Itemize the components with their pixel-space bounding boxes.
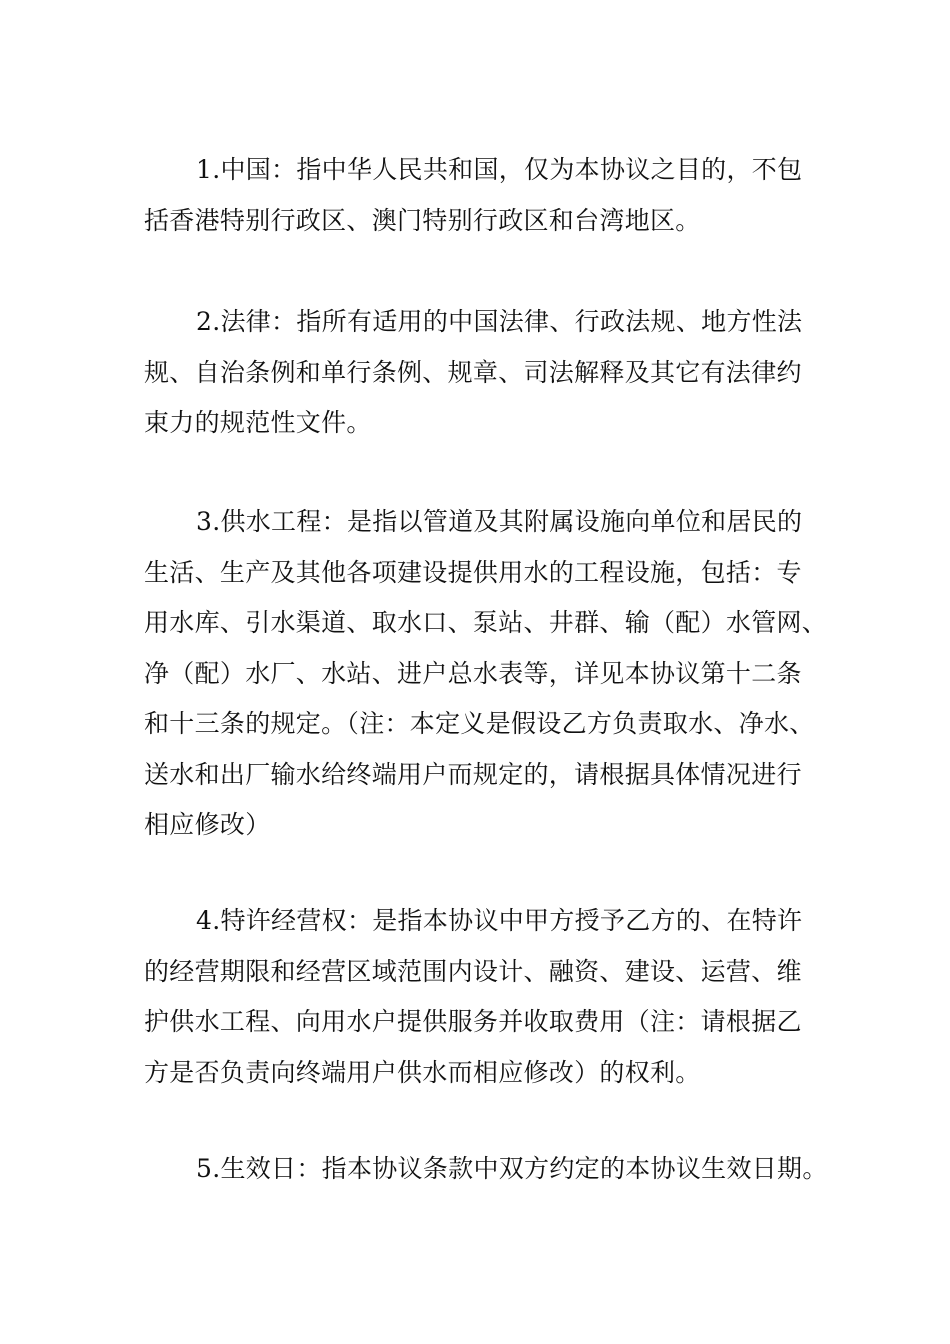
definition-effective-date — [144, 1144, 828, 1195]
paragraph-line: 护供水工程、向用水户提供服务并收取费用（注：请根据乙 — [144, 1007, 802, 1036]
paragraph-line: 规、自治条例和单行条例、规章、司法解释及其它有法律约 — [144, 357, 802, 387]
paragraph-line: 生活、生产及其他各项建设提供用水的工程设施，包括：专 — [144, 557, 802, 587]
definition-concession-right — [144, 896, 824, 1098]
definition-china — [144, 145, 824, 246]
paragraph-line: 的经营期限和经营区域范围内设计、融资、建设、运营、维 — [144, 956, 802, 986]
paragraph-line: 净（配）水厂、水站、进户总水表等，详见本协议第十二条 — [144, 658, 802, 688]
paragraph-line: 括香港特别行政区、澳门特别行政区和台湾地区。 — [144, 205, 701, 235]
paragraph-line: 送水和出厂输水给终端用户而规定的，请根据具体情况进行 — [144, 759, 802, 789]
paragraph-line: 5.生效日：指本协议条款中双方约定的本协议生效日期。 — [196, 1154, 828, 1183]
paragraph-line: 方是否负责向终端用户供水而相应修改）的权利。 — [144, 1057, 701, 1087]
paragraph-line: 用水库、引水渠道、取水口、泵站、井群、输（配）水管网、 — [144, 608, 828, 637]
paragraph-line: 和十三条的规定。（注：本定义是假设乙方负责取水、净水、 — [144, 709, 815, 738]
paragraph-line: 2.法律：指所有适用的中国法律、行政法规、地方性法 — [196, 307, 803, 336]
paragraph-line: 4.特许经营权：是指本协议中甲方授予乙方的、在特许 — [196, 906, 803, 935]
definition-water-supply-project — [144, 497, 828, 851]
paragraph-line: 相应修改） — [144, 810, 271, 839]
paragraph-line: 3.供水工程：是指以管道及其附属设施向单位和居民的 — [196, 507, 803, 536]
paragraph-line: 束力的规范性文件。 — [144, 408, 372, 437]
paragraph-line: 1.中国：指中华人民共和国，仅为本协议之目的，不包 — [196, 155, 803, 184]
definition-law — [144, 297, 824, 449]
